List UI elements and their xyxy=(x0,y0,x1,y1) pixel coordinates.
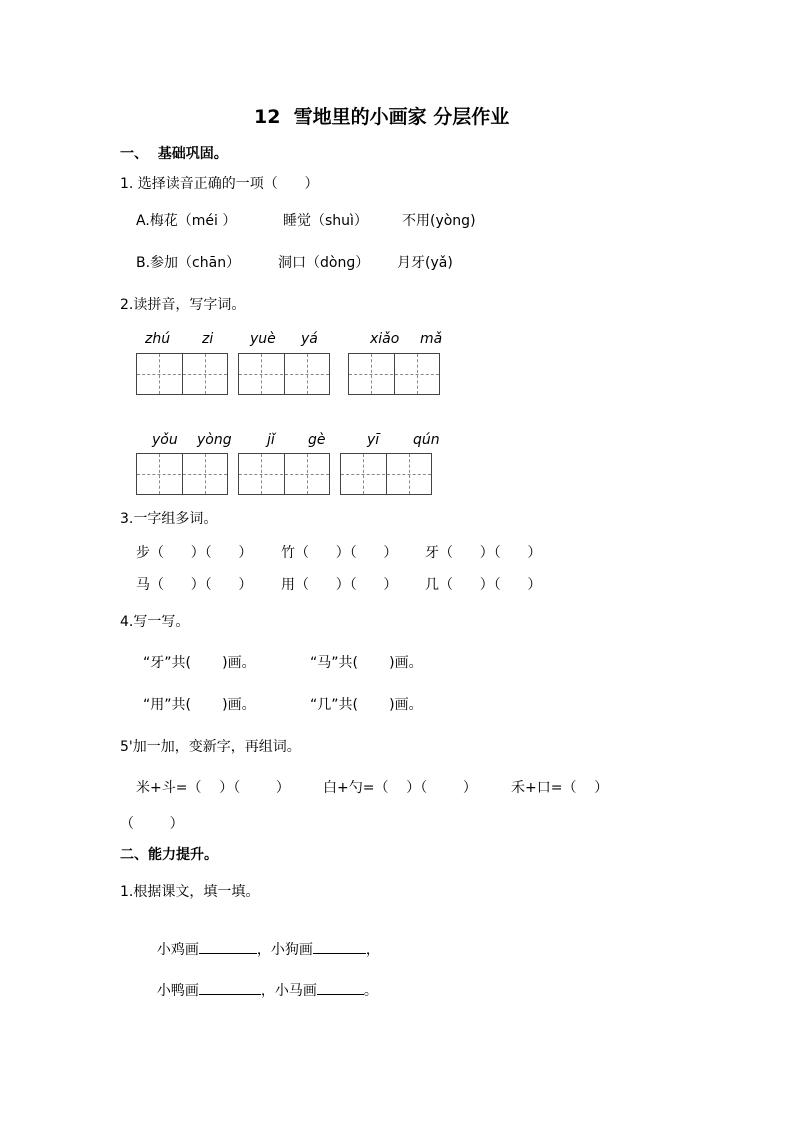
tianzige-zhuzi[interactable] xyxy=(136,353,228,395)
q5-item-3: 禾+口=（ ） xyxy=(511,780,609,796)
pinyin-yue: yuè xyxy=(250,331,276,347)
q4-stem: 4.写一写。 xyxy=(120,614,190,630)
q2-stem: 2.读拼音，写字词。 xyxy=(120,297,246,313)
s2-q1-line1 xyxy=(148,927,380,957)
q1-stem: 1. 选择读音正确的一项（ ） xyxy=(120,176,319,192)
blank-dog[interactable] xyxy=(313,941,366,954)
section1-heading: 一、 基础巩固。 xyxy=(120,146,228,162)
q3-zhu: 竹（ ）（ ） xyxy=(281,545,398,561)
pinyin-ma: mǎ xyxy=(420,331,443,347)
q4-item-ji: “几”共( )画。 xyxy=(310,697,423,713)
blank-chick[interactable] xyxy=(199,941,257,954)
pinyin-qun: qún xyxy=(413,432,440,448)
q1-option-a-1: A.梅花（méi ） xyxy=(136,213,237,229)
tianzige-youyong[interactable] xyxy=(136,453,228,495)
pinyin-ya: yá xyxy=(301,331,318,347)
q5-item-2: 白+勺=（ ）（ ） xyxy=(323,780,477,796)
s2-q1-stem: 1.根据课文，填一填。 xyxy=(120,884,260,900)
q3-ma: 马（ ）（ ） xyxy=(136,577,253,593)
s2-q1-line2 xyxy=(148,968,378,998)
label-horse: ，小马画 xyxy=(260,983,317,999)
pinyin-yi: yī xyxy=(367,432,380,448)
q1-option-b-3: 月牙(yǎ) xyxy=(397,255,453,271)
pinyin-zhu: zhú xyxy=(145,331,171,347)
label-duck: 小鸭画 xyxy=(156,983,199,999)
tianzige-xiaoma[interactable] xyxy=(348,353,440,395)
q1-option-a-3: 不用(yòng) xyxy=(402,213,476,229)
pinyin-ji: jǐ xyxy=(267,432,275,448)
section2-heading: 二、能力提升。 xyxy=(120,847,218,863)
label-dog: ，小狗画 xyxy=(256,942,313,958)
pinyin-you: yǒu xyxy=(152,432,178,448)
end-period: 。 xyxy=(363,983,378,999)
q3-yong: 用（ ）（ ） xyxy=(281,577,398,593)
blank-horse[interactable] xyxy=(317,982,364,995)
q1-option-b-2: 洞口（dònɡ） xyxy=(278,255,370,271)
q5-item-1: 米+斗=（ ）（ ） xyxy=(136,780,290,796)
q5-continuation: （ ） xyxy=(120,816,184,832)
q3-bu: 步（ ）（ ） xyxy=(136,545,253,561)
end-comma: ， xyxy=(365,942,380,958)
q1-option-a-2: 睡觉（shuì） xyxy=(283,213,368,229)
q1-option-b-1: B.参加（chān） xyxy=(136,255,241,271)
q3-ji: 几（ ）（ ） xyxy=(425,577,542,593)
q4-item-ya: “牙”共( )画。 xyxy=(143,655,256,671)
q4-item-ma: “马”共( )画。 xyxy=(310,655,423,671)
q5-stem: 5'加一加，变新字，再组词。 xyxy=(120,739,301,755)
q3-stem: 3.一字组多词。 xyxy=(120,511,218,527)
pinyin-xiao: xiǎo xyxy=(370,331,400,347)
page-title: 12 雪地里的小画家 分层作业 xyxy=(254,106,510,128)
label-chick: 小鸡画 xyxy=(156,942,199,958)
tianzige-yiqun[interactable] xyxy=(340,453,432,495)
pinyin-zi: zi xyxy=(202,331,214,347)
tianzige-yueya[interactable] xyxy=(238,353,330,395)
pinyin-yong: yòng xyxy=(197,432,232,448)
pinyin-ge: gè xyxy=(308,432,326,448)
q3-ya: 牙（ ）（ ） xyxy=(425,545,542,561)
blank-duck[interactable] xyxy=(199,982,261,995)
tianzige-jige[interactable] xyxy=(238,453,330,495)
q4-item-yong: “用”共( )画。 xyxy=(143,697,256,713)
